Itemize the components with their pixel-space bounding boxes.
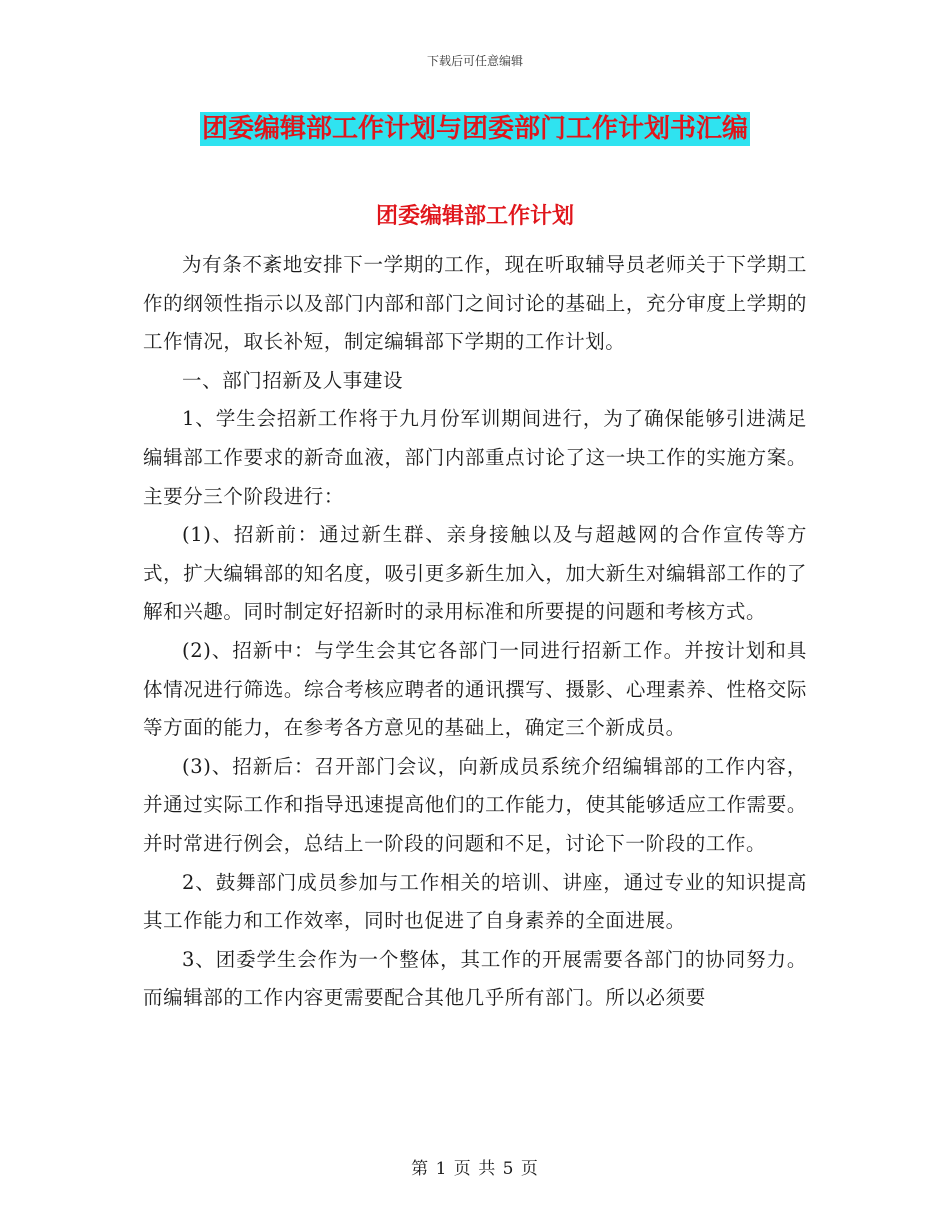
main-title-wrap (0, 112, 950, 146)
paragraph: (3)、招新后：召开部门会议，向新成员系统介绍编辑部的工作内容，并通过实际工作和指导迅速提高他们的工作能力，使其能够适应工作需要。并时常进行例会，总结上一阶段的问题和不足，讨论下一阶段的工作。 (143, 754, 807, 855)
paragraph: 1、学生会招新工作将于九月份军训期间进行，为了确保能够引进满足编辑部工作要求的新奇血液，部门内部重点讨论了这一块工作的实施方案。主要分三个阶段进行： (143, 407, 807, 508)
page-header-note: 下载后可任意编辑 (426, 54, 523, 68)
paragraph: 为有条不紊地安排下一学期的工作，现在听取辅导员老师关于下学期工作的纲领性指示以及部门内部和部门之间讨论的基础上，充分审度上学期的工作情况，取长补短，制定编辑部下学期的工作计划。 (143, 253, 807, 354)
paragraph: (2)、招新中：与学生会其它各部门一同进行招新工作。并按计划和具体情况进行筛选。综合考核应聘者的通讯撰写、摄影、心理素养、性格交际等方面的能力，在参考各方意见的基础上，确定三个新成员。 (143, 638, 807, 740)
section-title: 团委编辑部工作计划 (375, 204, 574, 229)
paragraph: 3、团委学生会作为一个整体，其工作的开展需要各部门的协同努力。而编辑部的工作内容更需要配合其他几乎所有部门。所以必须要 (143, 947, 807, 1010)
document-main-title: 团委编辑部工作计划与团委部门工作计划书汇编 (201, 114, 748, 144)
paragraph: 2、鼓舞部门成员参加与工作相关的培训、讲座，通过专业的知识提高其工作能力和工作效率，同时也促进了自身素养的全面进展。 (143, 870, 807, 933)
paragraph: (1)、招新前：通过新生群、亲身接触以及与超越网的合作宣传等方式，扩大编辑部的知名度，吸引更多新生加入，加大新生对编辑部工作的了解和兴趣。同时制定好招新时的录用标准和所要提的问题和考核方式。 (143, 523, 807, 624)
document-body (143, 246, 807, 1018)
paragraph: 一、部门招新及人事建设 (182, 368, 404, 392)
page-footer: 第 1 页 共 5 页 (411, 1159, 539, 1179)
